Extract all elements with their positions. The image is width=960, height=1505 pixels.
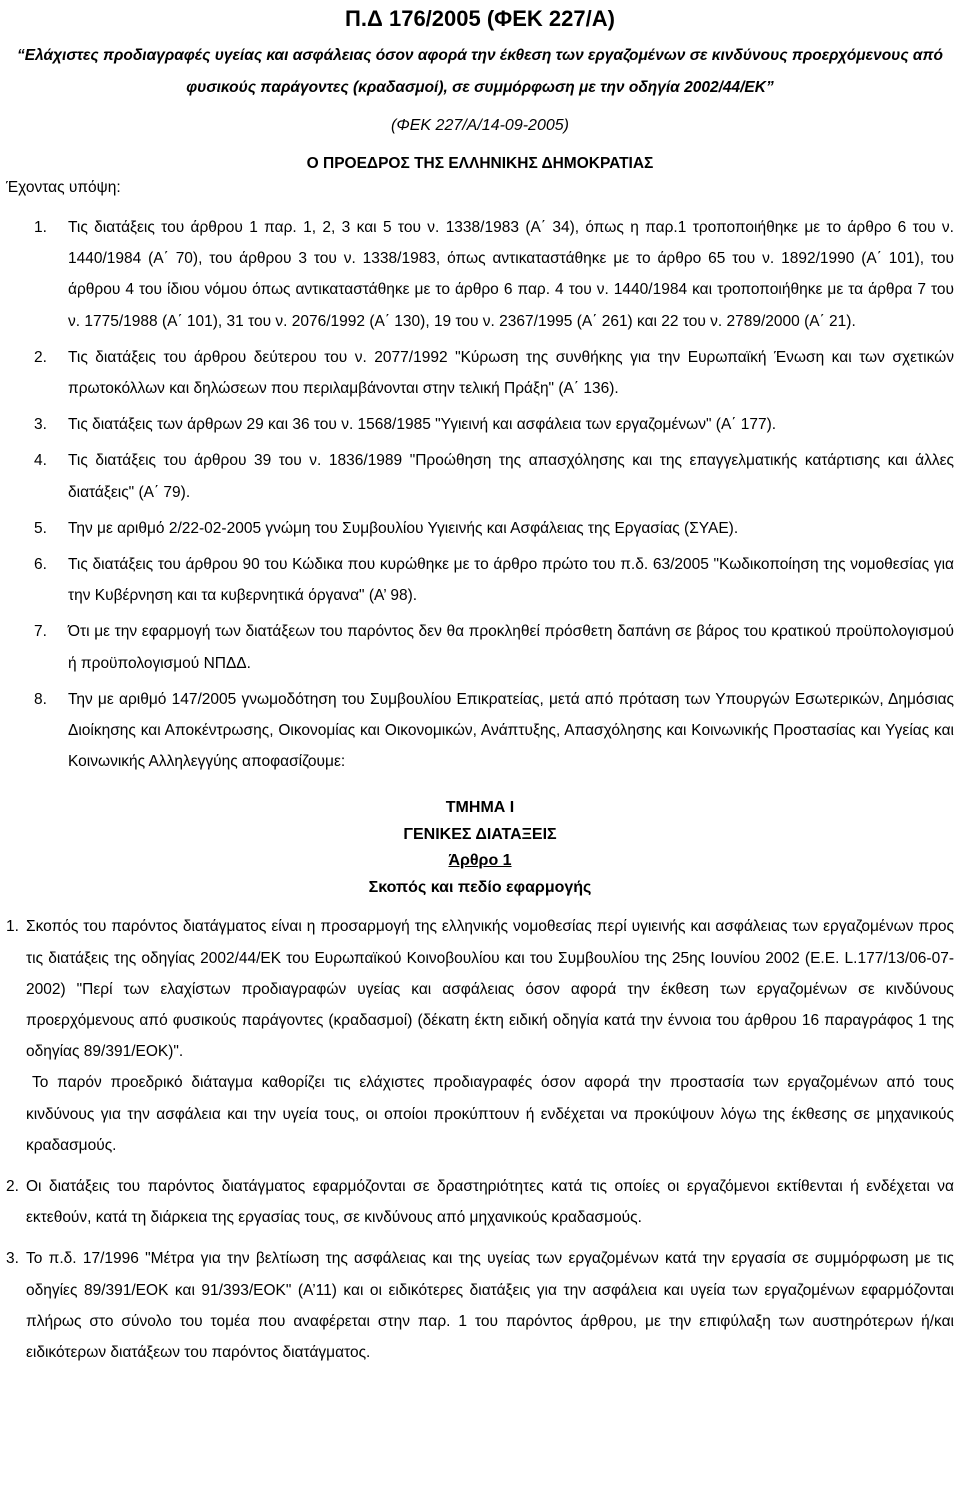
considerations-list [4, 212, 956, 777]
paragraph-continuation [4, 1067, 956, 1161]
paragraph-number: 1. [6, 918, 19, 936]
list-item [4, 445, 956, 507]
item-number: 7. [34, 623, 47, 641]
item-number: 8. [34, 690, 47, 708]
item-text: Τις διατάξεις του άρθρου 90 του Κώδικα που κυρώθηκε με το άρθρο πρώτο του π.δ. 63/2005 "Κωδικοποίηση της νομοθεσίας για την Κυβέρνηση και τα κυβερνητικά όργανα" (Α’ 98). [68, 556, 954, 605]
document-subtitle: “Ελάχιστες προδιαγραφές υγείας και ασφάλειας όσον αφορά την έκθεση των εργαζομένων σε κινδύνους προερχόμενους από φυσικούς παράγοντες (κραδασμοί), σε συμμόρφωση με την οδηγία 2002/44/ΕΚ” [16, 47, 943, 96]
item-number: 1. [34, 219, 47, 236]
article-label: Άρθρο 1 [448, 852, 512, 870]
paragraph-number: 2. [6, 1178, 19, 1196]
part-label: ΤΜΗΜΑ Ι [445, 799, 515, 817]
list-item [4, 212, 956, 337]
paragraph-text: Το π.δ. 17/1996 "Μέτρα για την βελτίωση της ασφάλειας και της υγείας των εργαζομένων κατά την εργασία σε συμμόρφωση με τις οδηγίες 89/391/ΕΟΚ και 91/393/ΕΟΚ" (Α’11) και οι ειδικότερες διατάξεις για την ασφάλεια και υγεία των εργαζομένων εφαρμόζονται πλήρως στο σύνολο του τομέα που αναφέρεται στην παρ. 1 του παρόντος άρθρου, με την επιφύλαξη των αυστηρότερων ή/και ειδικότερων διατάξεων του παρόντος διατάγματος. [26, 1250, 954, 1362]
item-text: Τις διατάξεις του άρθρου 39 του ν. 1836/1989 "Προώθηση της απασχόλησης και της επαγγελματικής κατάρτισης και άλλες διατάξεις" (Α΄ 79). [68, 452, 954, 501]
fek-reference: (ΦΕΚ 227/Α/14-09-2005) [391, 117, 569, 134]
article-paragraph [4, 1171, 956, 1233]
article-paragraph [4, 911, 956, 1067]
item-text: Την με αριθμό 147/2005 γνωμοδότηση του Συμβουλίου Επικρατείας, μετά από πρόταση των Υπουργών Εσωτερικών, Δημόσιας Διοίκησης και Αποκέντρωσης, Οικονομίας και Οικονομικών, Ανάπτυξης, Απασχόλησης και Κοινωνικής Προστασίας και Υγείας και Κοινωνικής Αλληλεγγύης αποφασίζουμε: [68, 690, 954, 771]
paragraph-number: 3. [6, 1250, 19, 1268]
paragraph-text: Οι διατάξεις του παρόντος διατάγματος εφαρμόζονται σε δραστηριότητες κατά τις οποίες οι εργαζόμενοι εκτίθενται ή ενδέχεται να εκτεθούν, κατά τη διάρκεια της εργασίας τους, σε κινδύνους από μηχανικούς κραδασμούς. [26, 1178, 954, 1227]
list-item [4, 513, 956, 544]
list-item [4, 616, 956, 678]
list-item [4, 684, 956, 778]
president-heading: Ο ΠΡΟΕΔΡΟΣ ΤΗΣ ΕΛΛΗΝΙΚΗΣ ΔΗΜΟΚΡΑΤΙΑΣ [306, 155, 654, 172]
item-text: Τις διατάξεις του άρθρου 1 παρ. 1, 2, 3 και 5 του ν. 1338/1983 (Α΄ 34), όπως η παρ.1 τροποποιήθηκε με το άρθρο 6 του ν. 1440/1984 (Α΄ 70), του άρθρου 3 του ν. 1338/1983, όπως αντικαταστάθηκε με το άρθρο 65 του ν. 1892/1990 (Α΄ 101), του άρθρου 4 του ίδιου νόμου όπως αντικαταστάθηκε με το άρθρο 6 παρ. 4 του ν. 1440/1984 και τροποποιήθηκε με τα άρθρα 7 του ν. 1775/1988 (Α΄ 101), 31 του ν. 2076/1992 (Α΄ 130), 19 του ν. 2367/1995 (Α΄ 261) και 22 του ν. 2789/2000 (Α΄ 21). [68, 219, 954, 330]
document-title: Π.Δ 176/2005 (ΦΕΚ 227/Α) [345, 6, 615, 31]
list-item [4, 342, 956, 404]
list-item [4, 549, 956, 611]
paragraph-text: Σκοπός του παρόντος διατάγματος είναι η προσαρμογή της ελληνικής νομοθεσίας περί υγιεινής και ασφάλειας των εργαζομένων προς τις διατάξεις της οδηγίας 2002/44/ΕΚ του Ευρωπαϊκού Κοινοβουλίου και του Συμβουλίου της 25ης Ιουνίου 2002 (Ε.Ε. L.177/13/06-07-2002) "Περί των ελαχίστων προδιαγραφών υγείας και ασφάλειας όσον αφορά την έκθεση των εργαζομένων σε κινδύνους προερχόμενους από φυσικούς παράγοντες (κραδασμοί) (δέκατη έκτη ειδική οδηγία κατά την έννοια του άρθρου 16 παραγράφος 1 της οδηγίας 89/391/ΕΟΚ)". [26, 918, 954, 1061]
item-text: Την με αριθμό 2/22-02-2005 γνώμη του Συμβουλίου Υγιεινής και Ασφάλειας της Εργασίας (ΣΥΑΕ). [68, 519, 739, 537]
article-paragraph [4, 1243, 956, 1368]
paragraph-extra: Το παρόν προεδρικό διάταγμα καθορίζει τις ελάχιστες προδιαγραφές όσον αφορά την προστασία των εργαζομένων από τους κινδύνους για την ασφάλεια και την υγεία τους, οι οποίοι προκύπτουν ή ενδέχεται να προκύψουν λόγω της έκθεσης σε μηχανικούς κραδασμούς. [26, 1074, 954, 1154]
item-number: 5. [34, 519, 47, 537]
article-title: Σκοπός και πεδίο εφαρμογής [368, 878, 592, 896]
item-text: Τις διατάξεις των άρθρων 29 και 36 του ν. 1568/1985 "Υγιεινή και ασφάλεια των εργαζομένων" (Α΄ 177). [68, 416, 777, 434]
section-heading [4, 795, 956, 901]
considering-label: Έχοντας υπόψη: [6, 179, 121, 196]
item-text: Τις διατάξεις του άρθρου δεύτερου του ν. 2077/1992 "Κύρωση της συνθήκης για την Ευρωπαϊκή Ένωση και των σχετικών πρωτοκόλλων και δηλώσεων που περιλαμβάνονται στην τελική Πράξη" (Α΄ 136). [68, 348, 954, 398]
item-number: 2. [34, 348, 47, 366]
list-item [4, 409, 956, 440]
item-number: 3. [34, 416, 47, 434]
part-title: ΓΕΝΙΚΕΣ ΔΙΑΤΑΞΕΙΣ [403, 825, 557, 843]
item-number: 4. [34, 452, 47, 470]
item-number: 6. [34, 556, 47, 574]
item-text: Ότι με την εφαρμογή των διατάξεων του παρόντος δεν θα προκληθεί πρόσθετη δαπάνη σε βάρος του κρατικού προϋπολογισμού ή προϋπολογισμού ΝΠΔΔ. [68, 623, 954, 672]
